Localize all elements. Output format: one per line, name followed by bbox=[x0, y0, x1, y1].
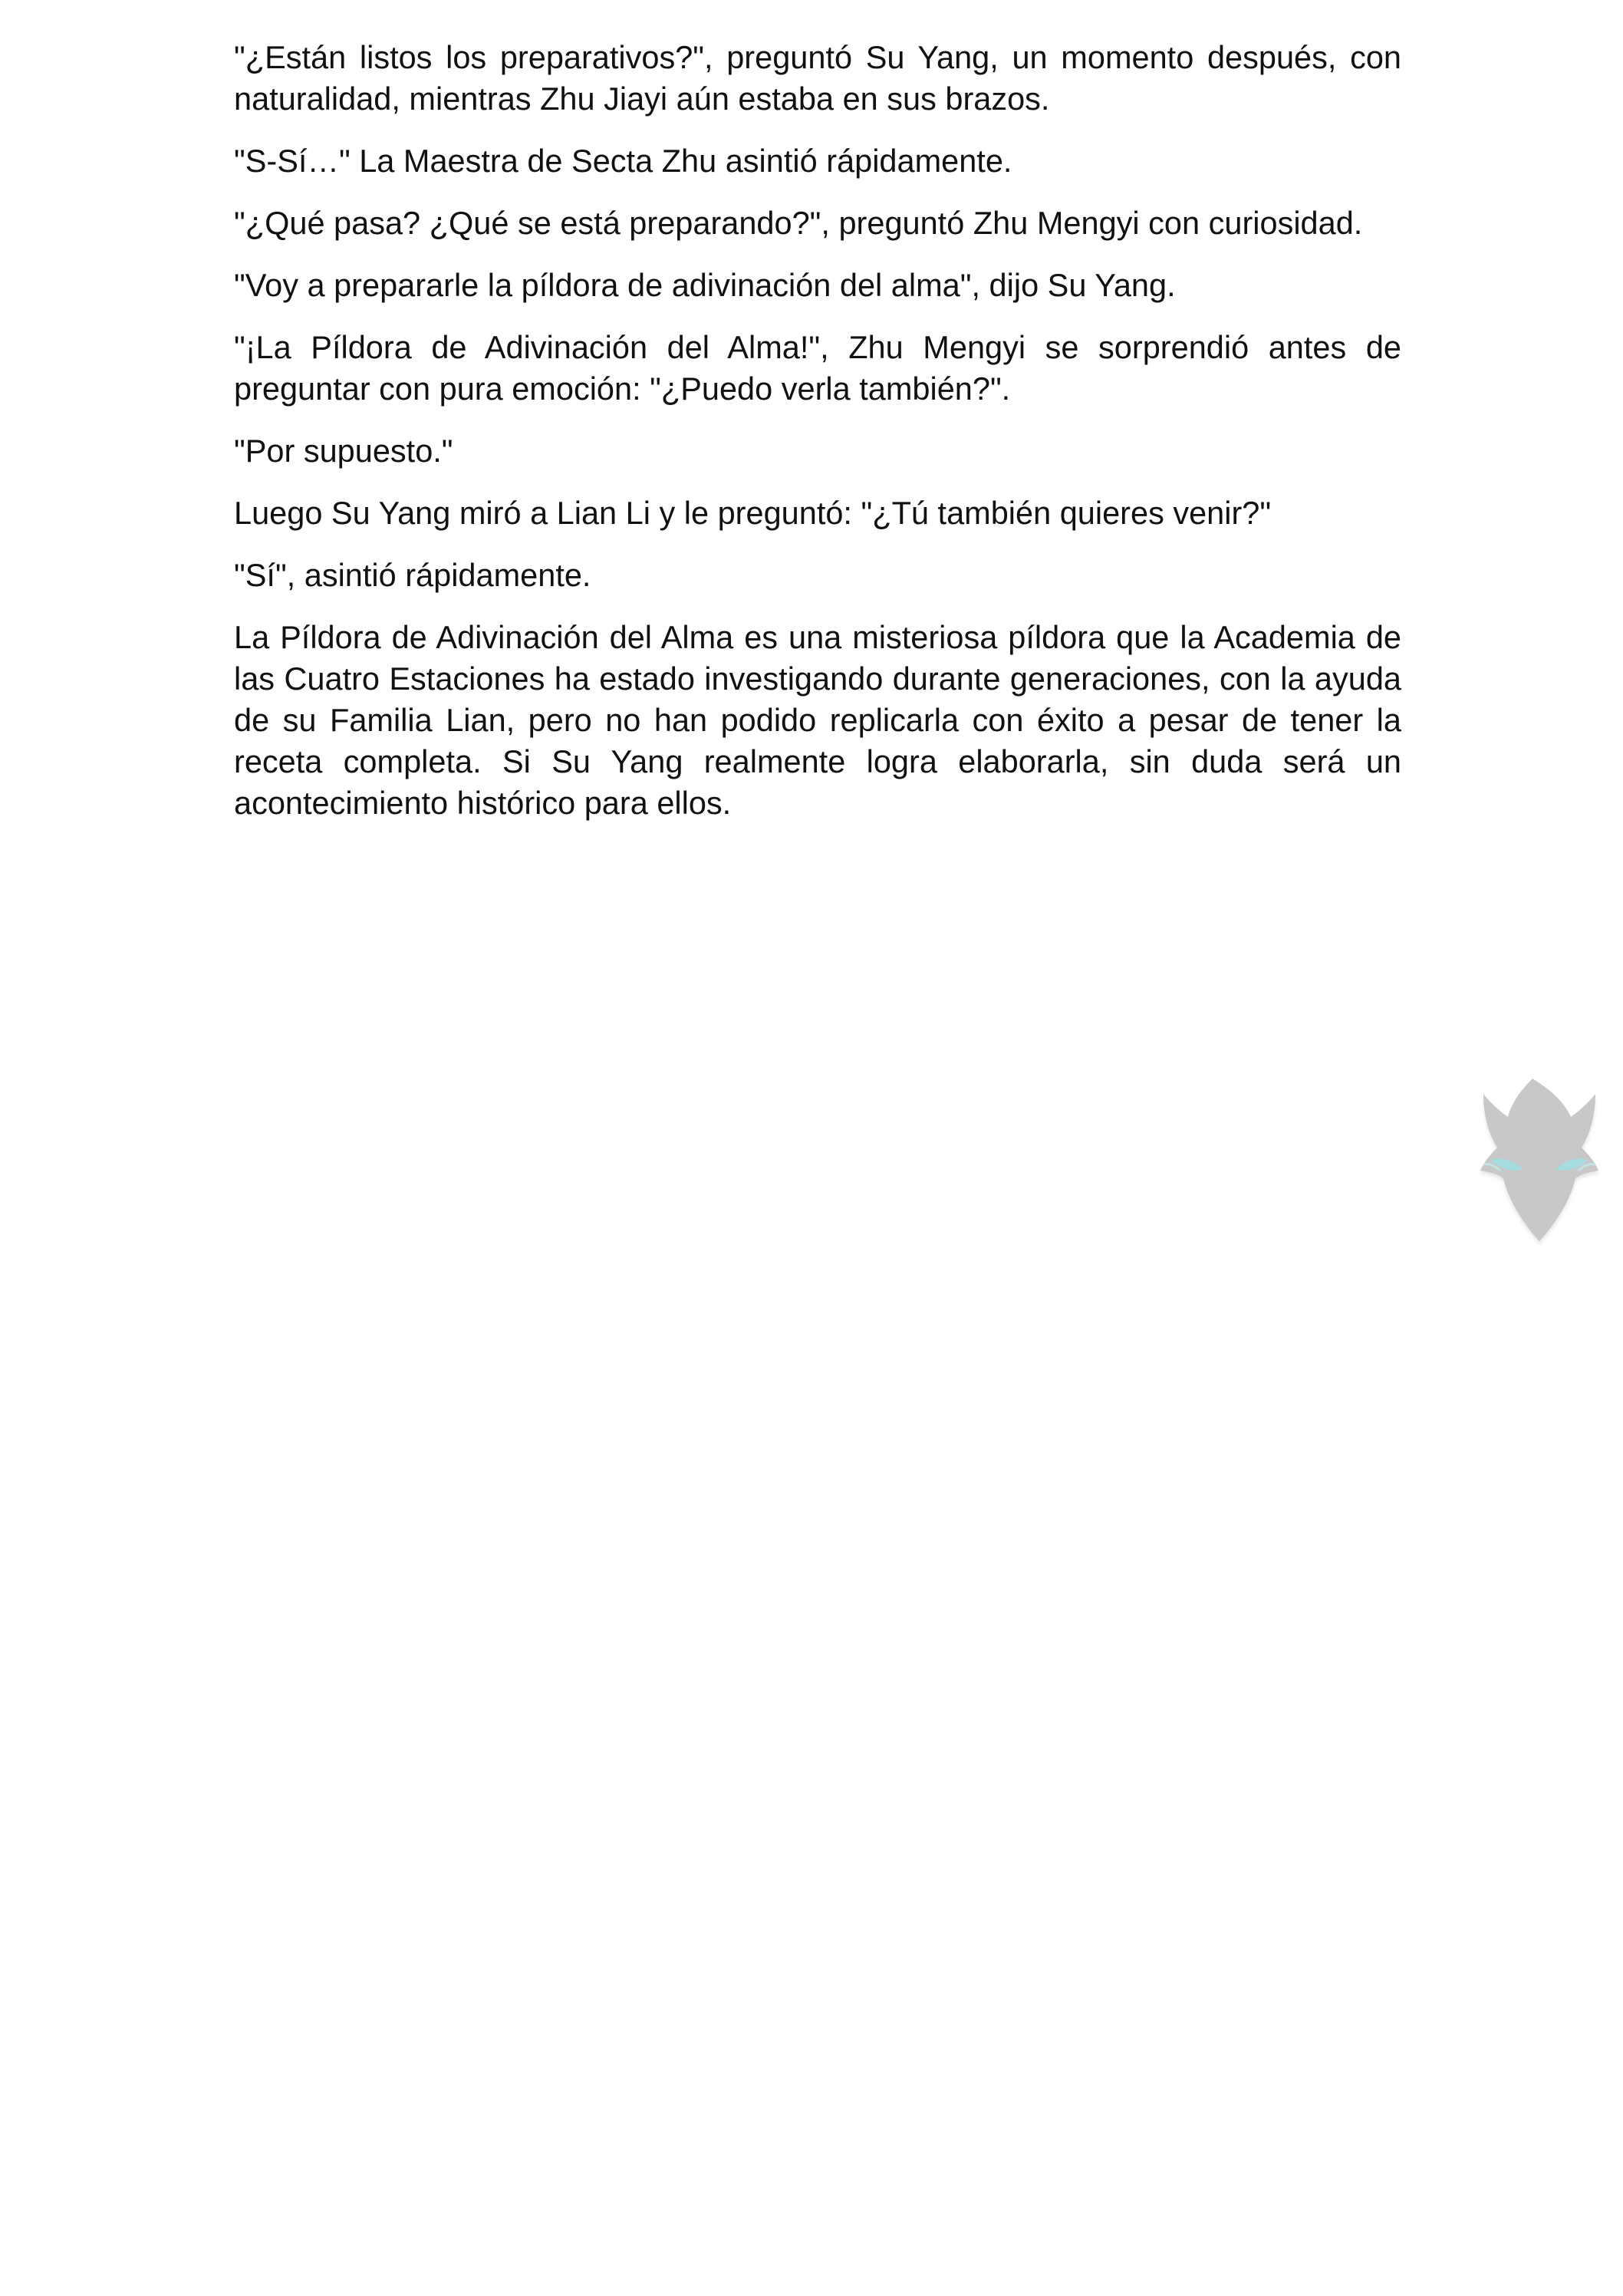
demon-head-icon bbox=[1467, 1074, 1612, 1247]
paragraph: "¿Están listos los preparativos?", preguntó Su Yang, un momento después, con naturalidad, mientras Zhu Jiayi aún estaba en sus brazos. bbox=[234, 39, 1401, 117]
paragraph: "Por supuesto." bbox=[234, 433, 453, 469]
paragraph: "¿Qué pasa? ¿Qué se está preparando?", preguntó Zhu Mengyi con curiosidad. bbox=[234, 205, 1363, 241]
paragraph: "¡La Píldora de Adivinación del Alma!", Zhu Mengyi se sorprendió antes de preguntar con pura emoción: "¿Puedo verla también?". bbox=[234, 329, 1401, 407]
paragraph: Luego Su Yang miró a Lian Li y le preguntó: "¿Tú también quieres venir?" bbox=[234, 495, 1272, 531]
paragraph: "Voy a prepararle la píldora de adivinación del alma", dijo Su Yang. bbox=[234, 267, 1176, 303]
paragraph: "Sí", asintió rápidamente. bbox=[234, 557, 591, 593]
paragraph: La Píldora de Adivinación del Alma es una misteriosa píldora que la Academia de las Cuatro Estaciones ha estado investigando durante generaciones, con la ayuda de su Familia Lian, pero no han podido replicarla con éxito a pesar de tener la receta completa. Si Su Yang realmente logra elaborarla, sin duda será un acontecimiento histórico para ellos. bbox=[234, 619, 1401, 821]
document-body bbox=[234, 37, 1401, 845]
paragraph: "S-Sí…" La Maestra de Secta Zhu asintió rápidamente. bbox=[234, 143, 1012, 179]
